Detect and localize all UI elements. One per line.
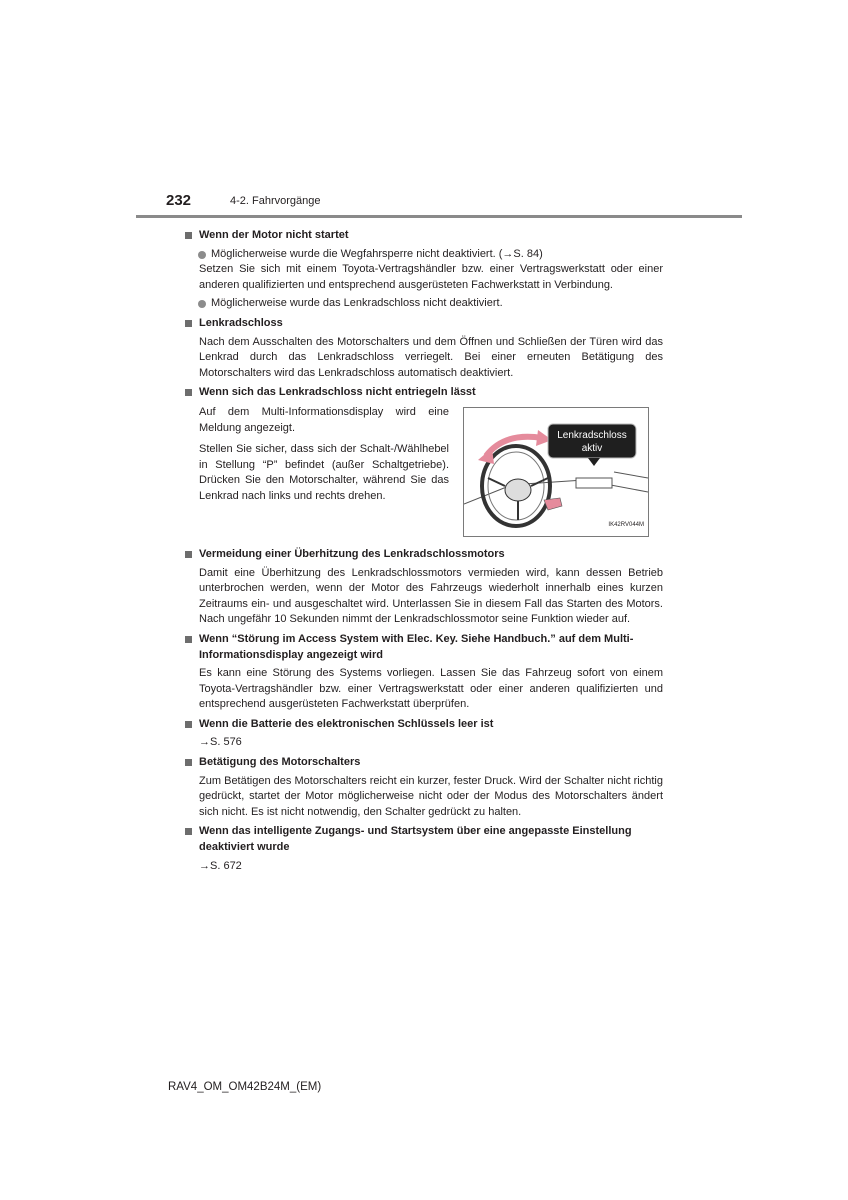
heading-access-system: Wenn “Störung im Access System with Elec. Key. Siehe Handbuch.” auf dem Multi-Informationsdisplay angezeigt wird	[183, 632, 663, 663]
heading-steering-lock: Lenkradschloss	[183, 316, 663, 332]
figure-text	[183, 405, 449, 537]
paragraph-message: Auf dem Multi-Informationsdisplay wird eine Meldung angezeigt.	[199, 405, 449, 434]
heading-key-battery: Wenn die Batterie des elektronischen Schlüssels leer ist	[183, 717, 663, 733]
bullet-text: Möglicherweise wurde das Lenkradschloss nicht deaktiviert.	[211, 297, 503, 310]
page-number: 232	[166, 192, 192, 209]
heading-smart-entry: Wenn das intelligente Zugangs- und Startsystem über eine angepasste Einstellung deaktiviert wurde	[183, 824, 663, 855]
figure-code: IK42RV044M	[608, 522, 644, 529]
paragraph-steering-lock: Nach dem Ausschalten des Motorschalters und dem Öffnen und Schließen der Türen wird das Lenkrad durch das Lenkradschloss verriegelt. Bei einer erneuten Betätigung des Motorschalters wird das Lenkradschloss automatisch deaktiviert.	[199, 335, 663, 379]
heading-overheat: Vermeidung einer Überhitzung des Lenkradschlossmotors	[183, 547, 663, 563]
bullet-immobilizer	[183, 247, 663, 294]
figure-row	[183, 405, 663, 537]
heading-engine-switch: Betätigung des Motorschalters	[183, 755, 663, 771]
heading-engine-not-start: Wenn der Motor nicht startet	[183, 228, 663, 244]
paragraph-instructions: Stellen Sie sicher, dass sich der Schalt-/Wählhebel in Stellung “P” befindet (außer Schaltgetriebe). Drücken Sie den Motorschalter, während Sie das Lenkrad nach links und rechts drehen.	[199, 443, 449, 502]
footer-code: RAV4_OM_OM42B24M_(EM)	[168, 1081, 322, 1093]
paragraph-access-system: Es kann eine Störung des Systems vorliegen. Lassen Sie das Fahrzeug sofort von einem Toyota-Vertragshändler bzw. einer Vertragswerkstatt oder einer anderen qualifizierten und entsprechend ausgerüsteten Fachwerkstatt überprüfen.	[199, 667, 663, 711]
chapter-title: 4-2. Fahrvorgänge	[230, 195, 321, 207]
figure-label-1: Lenkradschloss	[557, 429, 627, 441]
bullet-text: Möglicherweise wurde die Wegfahrsperre nicht deaktiviert. (→S. 84)	[211, 247, 543, 260]
page-header	[0, 190, 848, 220]
paragraph-engine-switch: Zum Betätigen des Motorschalters reicht ein kurzer, fester Druck. Wird der Schalter nicht richtig gedrückt, startet der Motor möglicherweise nicht oder der Modus des Motorschalters ändert sich nicht. Es ist nicht notwendig, den Schalter gedrückt zu halten.	[199, 774, 663, 818]
page-reference-smart-entry: →S. 672	[199, 859, 242, 872]
steering-wheel-illustration	[464, 408, 648, 536]
page-content	[183, 224, 663, 874]
figure-label-2: aktiv	[581, 442, 603, 454]
header-rule	[136, 215, 742, 218]
steering-lock-illustration	[463, 407, 649, 537]
bullet-steering-lock	[183, 296, 663, 312]
page-reference-battery: →S. 576	[199, 736, 242, 749]
heading-lock-not-release: Wenn sich das Lenkradschloss nicht entriegeln lässt	[183, 385, 663, 401]
bullet-continuation: Setzen Sie sich mit einem Toyota-Vertragshändler bzw. einer Vertragswerkstatt oder einer anderen qualifizierten und entsprechend ausgerüsteten Fachwerkstatt in Verbindung.	[199, 263, 663, 291]
paragraph-overheat: Damit eine Überhitzung des Lenkradschlossmotors vermieden wird, kann dessen Betrieb unterbrochen werden, wenn der Motor des Fahrzeugs wiederholt innerhalb eines kurzen Zeitraums ein- und ausgeschaltet wird. Unterlassen Sie in diesem Fall das Starten des Motors. Nach ungefähr 10 Sekunden nimmt der Lenkradschlossmotor seine Funktion wieder auf.	[199, 566, 663, 626]
